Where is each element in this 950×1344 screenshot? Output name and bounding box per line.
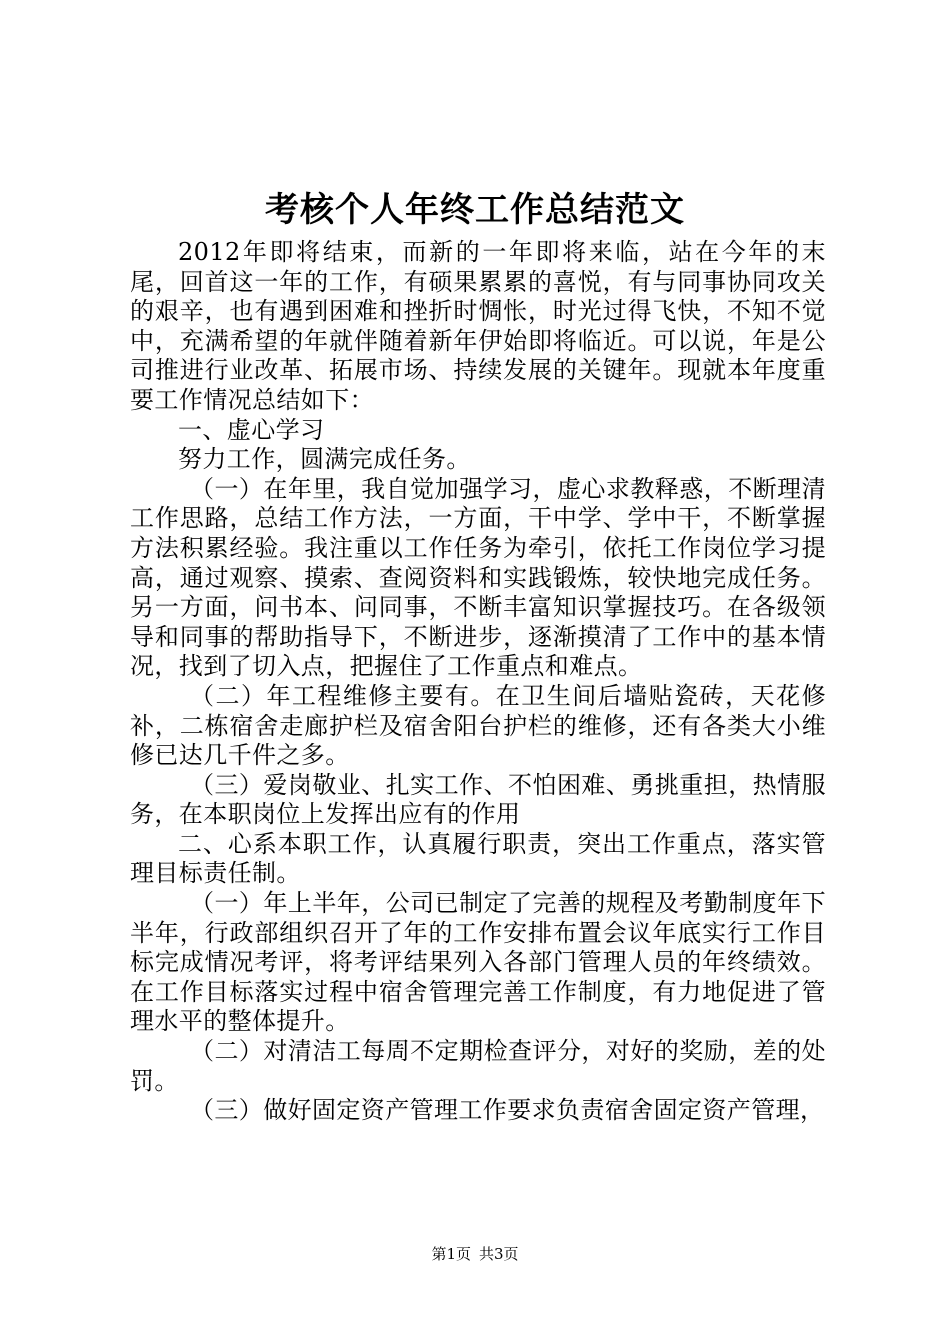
paragraph-1-2: （二）年工程维修主要有。在卫生间后墙贴瓷砖，天花修补，二栋宿舍走廊护栏及宿舍阳台护栏的维修，还有各类大小维修已达几千件之多。 [130, 681, 826, 770]
paragraph-2-2: （二）对清洁工每周不定期检查评分，对好的奖励，差的处罚。 [130, 1037, 826, 1095]
page-footer [0, 1244, 950, 1264]
section-heading-2: 二、心系本职工作，认真履行职责，突出工作重点，落实管理目标责任制。 [130, 829, 826, 888]
page-total: 共3页 [479, 1245, 519, 1263]
document-body [130, 238, 826, 1126]
paragraph-2-1: （一）年上半年，公司已制定了完善的规程及考勤制度年下半年，行政部组织召开了年的工作安排布置会议年底实行工作目标完成情况考评，将考评结果列入各部门管理人员的年终绩效。在工作目标落实过程中宿舍管理完善工作制度，有力地促进了管理水平的整体提升。 [130, 889, 826, 1036]
paragraph-intro: 2012年即将结束，而新的一年即将来临，站在今年的末尾，回首这一年的工作，有硕果累累的喜悦，有与同事协同攻关的艰辛，也有遇到困难和挫折时惆怅，时光过得飞快，不知不觉中，充满希望的年就伴随着新年伊始即将临近。可以说，年是公司推进行业改革、拓展市场、持续发展的关键年。现就本年度重要工作情况总结如下： [130, 238, 826, 414]
section-heading-1: 一、虚心学习 [178, 415, 325, 444]
page-number: 第1页 [431, 1245, 471, 1263]
paragraph-1-3: （三）爱岗敬业、扎实工作、不怕困难、勇挑重担，热情服务，在本职岗位上发挥出应有的作用 [130, 770, 826, 829]
document-title: 考核个人年终工作总结范文 [265, 190, 685, 230]
paragraph-1-1: （一）在年里，我自觉加强学习，虚心求教释惑，不断理清工作思路，总结工作方法，一方面，干中学、学中干，不断掌握方法积累经验。我注重以工作任务为牵引，依托工作岗位学习提高，通过观察、摸索、查阅资料和实践锻炼，较快地完成任务。另一方面，问书本、问同事，不断丰富知识掌握技巧。在各级领导和同事的帮助指导下，不断进步，逐渐摸清了工作中的基本情况，找到了切入点，把握住了工作重点和难点。 [130, 474, 826, 681]
paragraph-1: 努力工作，圆满完成任务。 [178, 445, 471, 474]
paragraph-2-3: （三）做好固定资产管理工作要求负责宿舍固定资产管理， [190, 1096, 825, 1125]
